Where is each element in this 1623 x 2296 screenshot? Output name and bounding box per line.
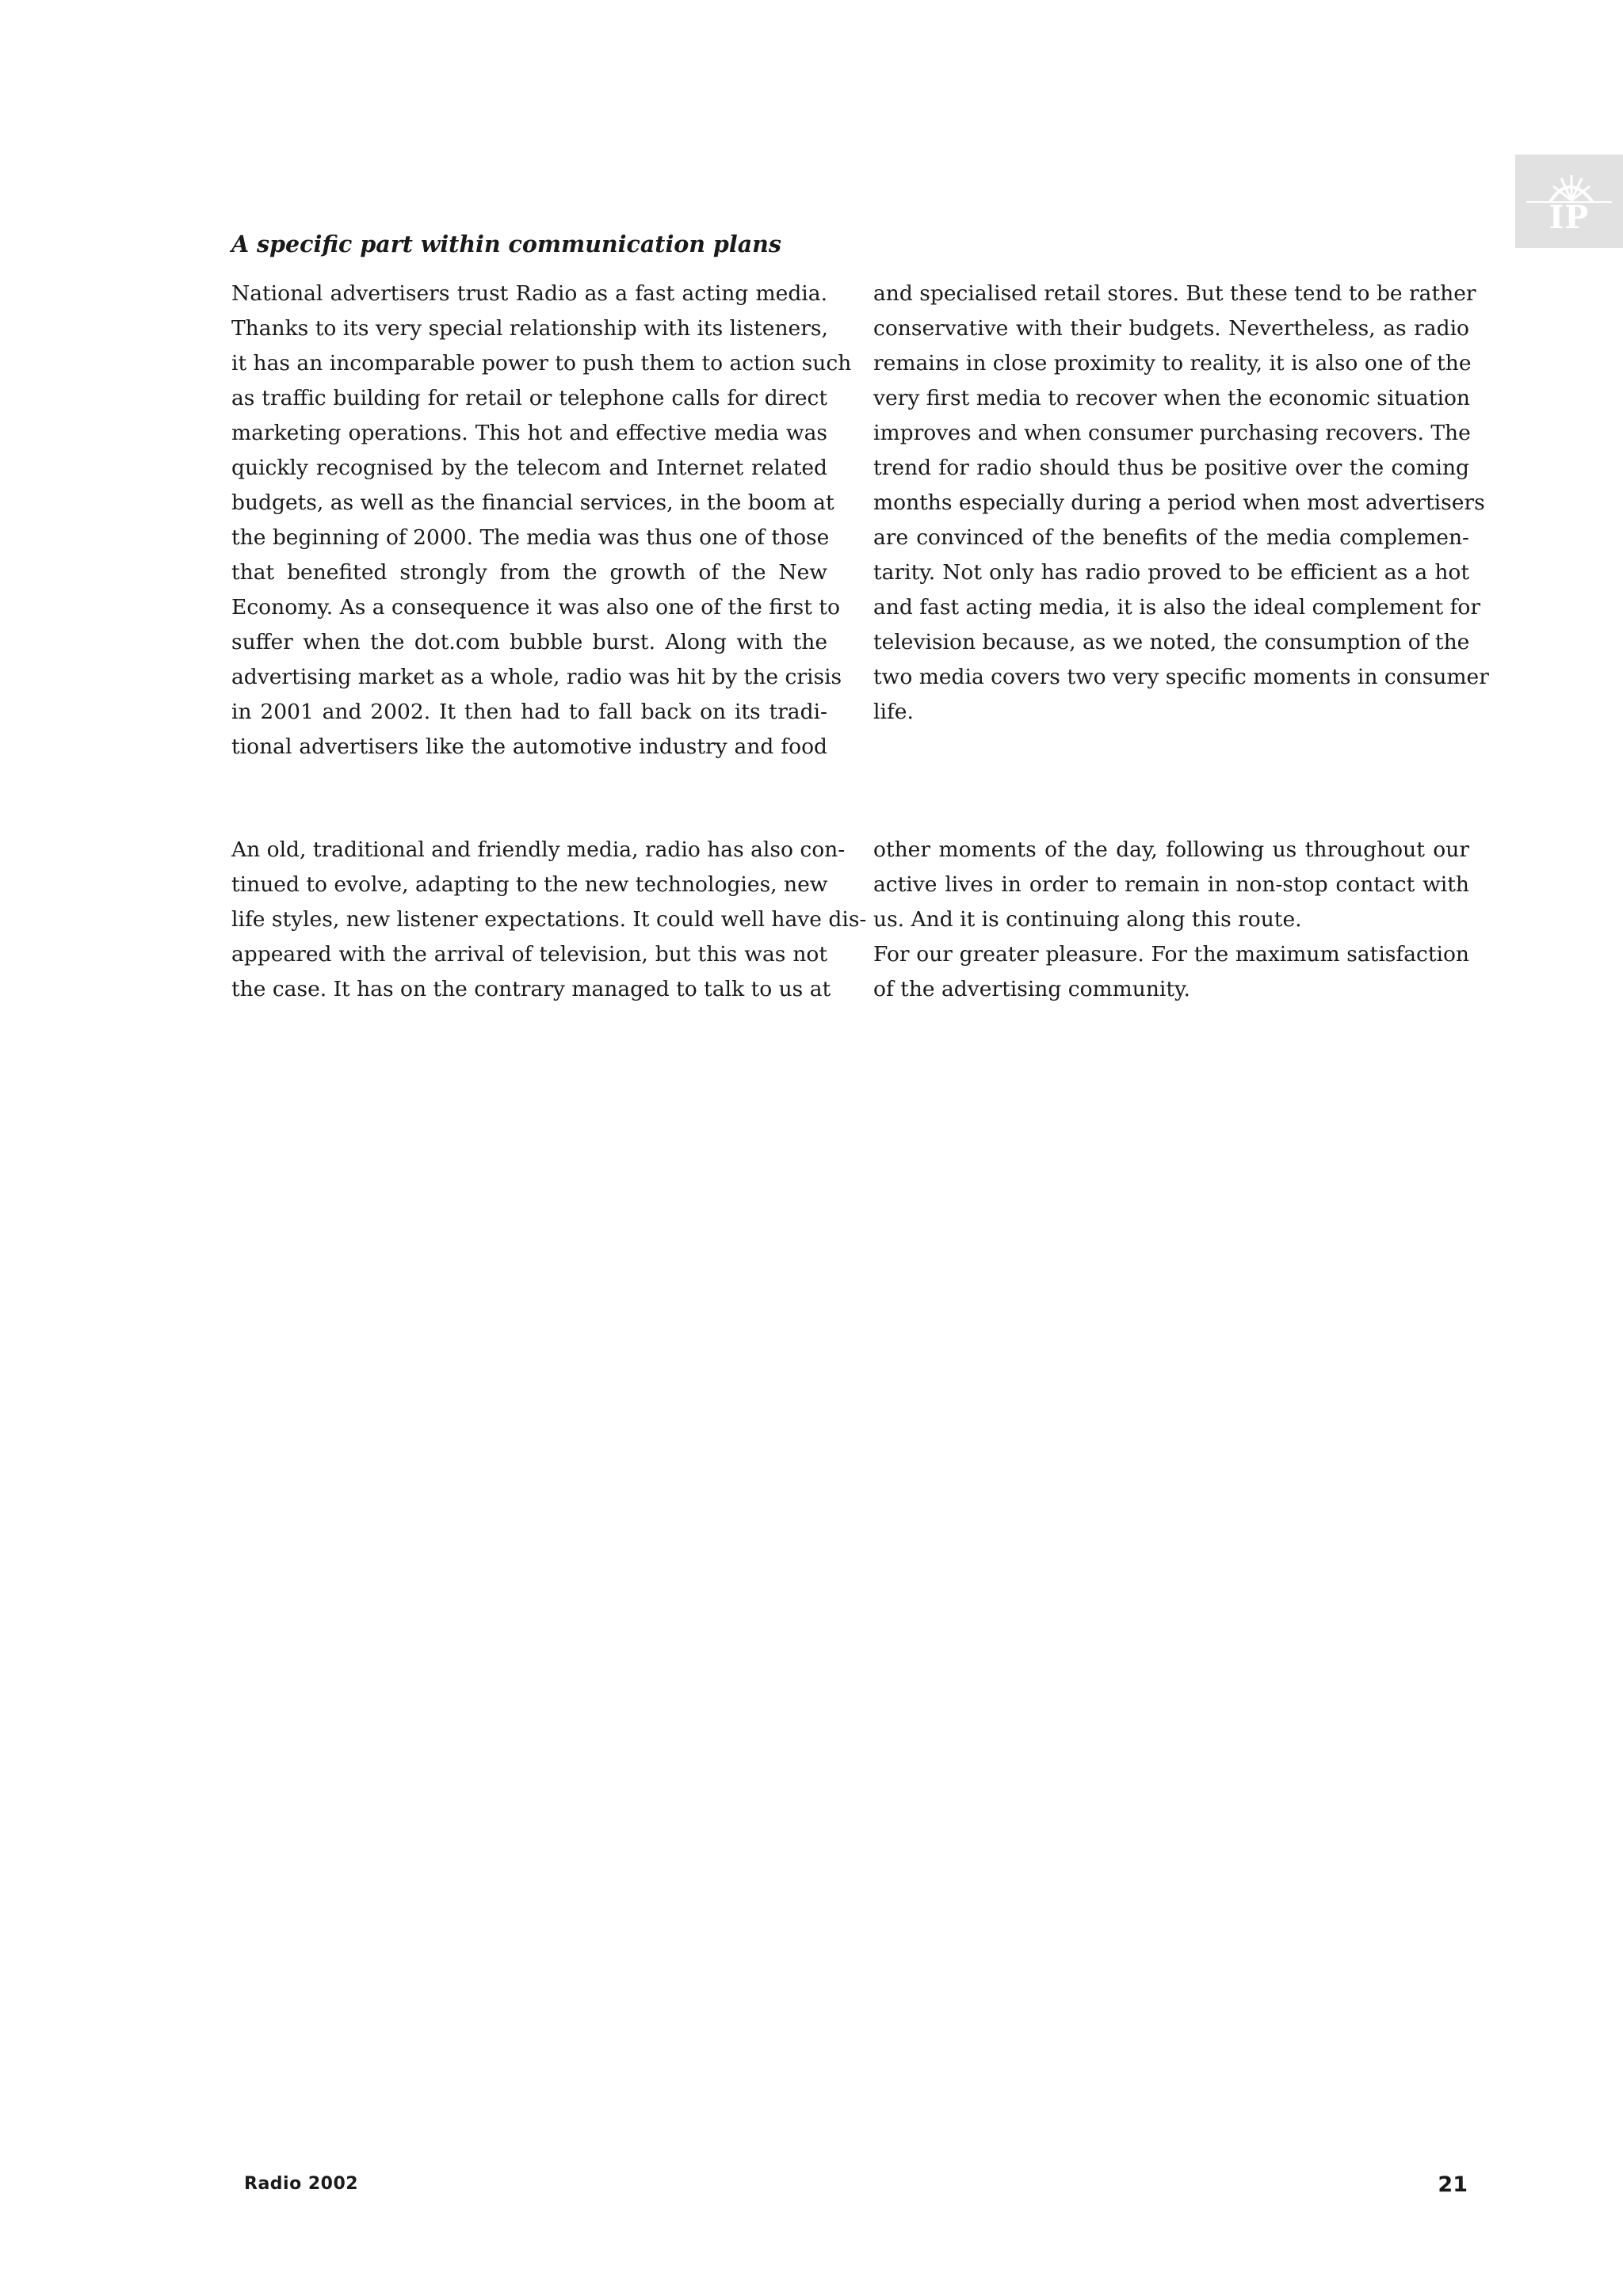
text-line: An old, traditional and friendly media, radio has also con- xyxy=(231,837,846,862)
text-line: other moments of the day, following us throughout our xyxy=(873,837,1469,862)
ip-logo-text: IP xyxy=(1549,199,1590,236)
text-line: us. And it is continuing along this route. xyxy=(873,907,1302,932)
text-line: as traffic building for retail or telephone calls for direct xyxy=(231,386,827,410)
text-line: and specialised retail stores. But these tend to be rather xyxy=(873,281,1476,306)
text-line: trend for radio should thus be positive over the coming xyxy=(873,456,1469,480)
text-line: the beginning of 2000. The media was thus one of those xyxy=(231,525,830,550)
paragraph xyxy=(873,833,1469,937)
text-line: improves and when consumer purchasing recovers. The xyxy=(873,421,1471,445)
text-line: remains in close proximity to reality, it is also one of the xyxy=(873,351,1472,376)
text-line: television because, as we noted, the consumption of the xyxy=(873,630,1470,654)
text-line: National advertisers trust Radio as a fast acting media. xyxy=(231,281,827,306)
text-line: the case. It has on the contrary managed to talk to us at xyxy=(231,977,831,1001)
text-line: Thanks to its very special relationship with its listeners, xyxy=(231,316,828,341)
text-line: life. xyxy=(873,700,914,724)
text-line: advertising market as a whole, radio was hit by the crisis xyxy=(231,665,842,689)
text-line: months especially during a period when most advertisers xyxy=(873,490,1485,515)
footer-publication-title: Radio 2002 xyxy=(244,2174,359,2194)
paragraph xyxy=(231,833,867,1007)
section-heading: A specific part within communication plans xyxy=(231,231,781,257)
text-line: very first media to recover when the economic situation xyxy=(873,386,1470,410)
text-line: that benefited strongly from the growth of the New xyxy=(231,560,827,585)
paragraph xyxy=(231,277,852,765)
ip-logo xyxy=(1515,154,1623,248)
text-line: tinued to evolve, adapting to the new technologies, new xyxy=(231,872,828,897)
page-number: 21 xyxy=(1438,2172,1468,2197)
text-line: tarity. Not only has radio proved to be efficient as a hot xyxy=(873,560,1469,585)
text-line: in 2001 and 2002. It then had to fall back on its tradi- xyxy=(231,700,827,724)
paragraph xyxy=(873,277,1489,730)
block1-left-column xyxy=(231,277,852,765)
text-line: tional advertisers like the automotive industry and food xyxy=(231,734,827,759)
block1-right-column xyxy=(873,277,1489,730)
text-line: quickly recognised by the telecom and Internet related xyxy=(231,456,827,480)
text-line: life styles, new listener expectations. It could well have dis- xyxy=(231,907,867,932)
block2-left-column xyxy=(231,833,867,1007)
text-line: of the advertising community. xyxy=(873,977,1190,1001)
text-line: conservative with their budgets. Nevertheless, as radio xyxy=(873,316,1469,341)
text-line: Economy. As a consequence it was also one of the first to xyxy=(231,595,840,620)
text-line: and fast acting media, it is also the ideal complement for xyxy=(873,595,1481,620)
text-line: are convinced of the benefits of the media complemen- xyxy=(873,525,1469,550)
text-line: appeared with the arrival of television, but this was not xyxy=(231,942,827,967)
text-line: suffer when the dot.com bubble burst. Along with the xyxy=(231,630,827,654)
text-line: it has an incomparable power to push them to action such xyxy=(231,351,852,376)
text-line: active lives in order to remain in non-stop contact with xyxy=(873,872,1469,897)
block2-right-column xyxy=(873,833,1469,1007)
paragraph xyxy=(873,937,1469,1007)
text-line: marketing operations. This hot and effective media was xyxy=(231,421,827,445)
text-line: budgets, as well as the financial services, in the boom at xyxy=(231,490,834,515)
text-line: For our greater pleasure. For the maximum satisfaction xyxy=(873,942,1469,967)
text-line: two media covers two very specific moments in consumer xyxy=(873,665,1489,689)
